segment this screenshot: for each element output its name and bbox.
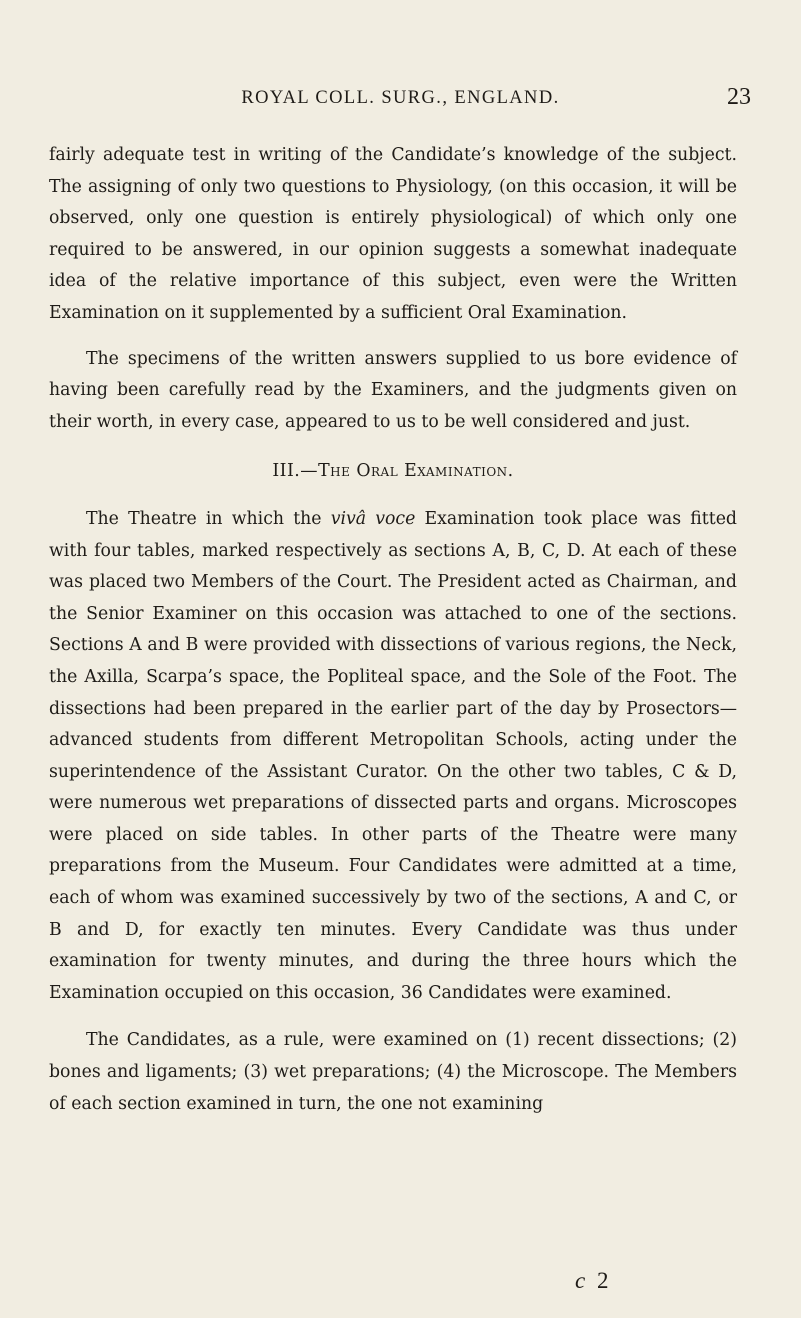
oral-text-start: The Theatre in which the xyxy=(86,508,331,529)
page-number: 23 xyxy=(727,84,751,110)
paragraph-oral-examination xyxy=(49,504,737,1010)
paragraph-candidates-examined: The Candidates, as a rule, were examined on (1) recent dissections; (2) bones and ligaments; (3) wet preparations; (4) the Microscope. The Members of each section examined in turn, the one not examining xyxy=(49,1030,737,1114)
running-title: ROYAL COLL. SURG., ENGLAND. xyxy=(241,88,560,108)
oral-text-rest: Examination took place was fitted with four tables, marked respectively as sections A, B, C, D. At each of these was placed two Members of the Court. The President acted as Chairman, and the Senior Examiner on this occasion was attached to one of the sections. Sections A and B were provided with dissections of various regions, the Neck, the Axilla, Scarpa’s space, the Popliteal space, and the Sole of the Foot. The dissections had been prepared in the earlier part of the day by Prosectors—advanced students from different Metropolitan Schools, acting under the superintendence of the Assistant Curator. On the other two tables, C & D, were numerous wet preparations of dissected parts and organs. Microscopes were placed on side tables. In other parts of the Theatre were many preparations from the Museum. Four Candidates were admitted at a time, each of whom was examined successively by two of the sections, A and C, or B and D, for exactly ten minutes. Every Candidate was thus under examination for twenty minutes, and during the three hours which the Examination occupied on this occasion, 36 Candidates were examined. xyxy=(49,508,737,1003)
section-heading: III.—The Oral Examination. xyxy=(272,461,514,482)
viva-voce-italic: vivâ voce xyxy=(330,508,416,529)
signature-letter: c xyxy=(575,1268,589,1293)
paragraph-written-answers: The specimens of the written answers supplied to us bore evidence of having been carefully read by the Examiners, and the judgments given on their worth, in every case, appeared to us to be well considered and just. xyxy=(49,348,737,432)
body-text xyxy=(49,140,737,1120)
signature-number: 2 xyxy=(596,1268,612,1293)
paragraph-written-examination: fairly adequate test in writing of the Candidate’s knowledge of the subject. The assigning of only two questions to Physiology, (on this occasion, it will be observed, only one question is entirely physiological) of which only one required to be answered, in our opinion suggests a somewhat inadequate idea of the relative importance of this subject, even were the Written Examination on it supplemented by a sufficient Oral Examination. xyxy=(49,145,737,323)
running-head xyxy=(0,84,801,118)
signature-mark xyxy=(575,1268,611,1294)
